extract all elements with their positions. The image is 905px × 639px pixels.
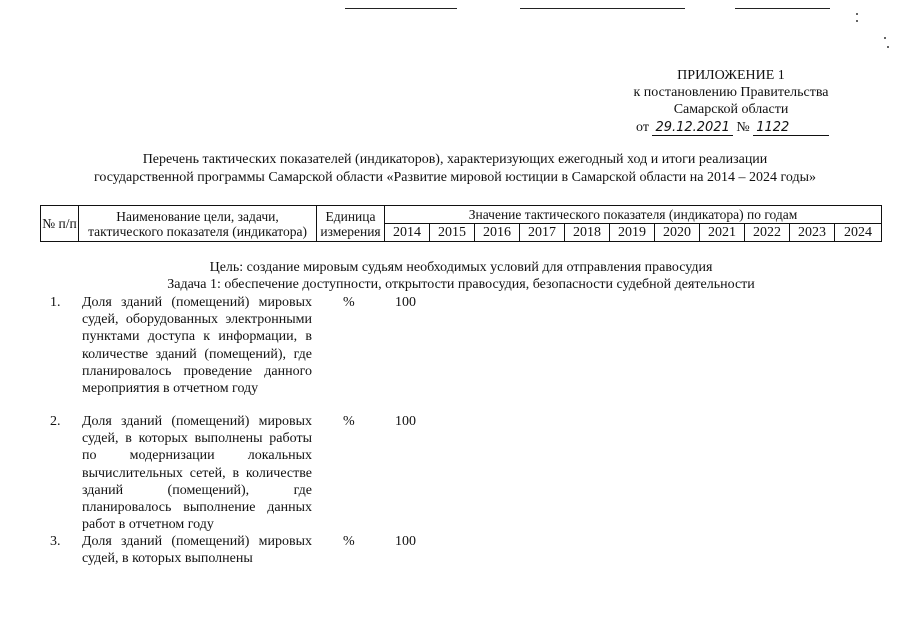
document-title <box>40 151 870 187</box>
header-year: 2019 <box>610 224 655 242</box>
scan-artifact-dot <box>856 13 858 15</box>
goal-heading: Цель: создание мировым судьям необходимых условий для отправления правосудия <box>209 260 713 275</box>
indicators-table-header <box>40 205 882 242</box>
row-unit: % <box>343 414 355 429</box>
appendix-block <box>600 67 862 136</box>
row-number: 1. <box>50 295 61 310</box>
task-heading: Задача 1: обеспечение доступности, открытости правосудия, безопасности судебной деятельности <box>167 277 755 292</box>
appendix-subtitle: к постановлению Правительства <box>633 85 829 100</box>
appendix-region: Самарской области <box>673 102 789 117</box>
scan-artifact-dot <box>887 46 889 48</box>
date-prefix: от <box>636 120 649 135</box>
header-year: 2018 <box>565 224 610 242</box>
scan-artifact-line <box>345 8 457 9</box>
row-value-2014: 100 <box>395 414 416 429</box>
appendix-date-line <box>600 119 862 136</box>
header-unit: Единица измерения <box>317 206 385 242</box>
document-title-line-1: Перечень тактических показателей (индикаторов), характеризующих ежегодный ход и итоги реализации <box>142 152 768 167</box>
row-unit: % <box>343 534 355 549</box>
appendix-title: ПРИЛОЖЕНИЕ 1 <box>677 68 785 83</box>
header-year: 2015 <box>430 224 475 242</box>
scan-artifact-line <box>520 8 685 9</box>
header-year: 2023 <box>790 224 835 242</box>
scan-artifact-dot <box>856 20 858 22</box>
header-year: 2022 <box>745 224 790 242</box>
row-name: Доля зданий (помещений) мировых судей, в которых выполнены работы по модернизации локальных вычислительных сетей, в количестве зданий (помещений), где планировалось выполнение данных работ в отчетном году <box>82 414 312 533</box>
header-year: 2014 <box>385 224 430 242</box>
scan-artifact-dot <box>884 37 886 39</box>
document-title-line-2: государственной программы Самарской области «Развитие мировой юстиции в Самарской области на 2014 – 2024 годы» <box>93 170 816 185</box>
row-number: 3. <box>50 534 61 549</box>
header-year: 2020 <box>655 224 700 242</box>
row-unit: % <box>343 295 355 310</box>
header-name: Наименование цели, задачи, тактического показателя (индикатора) <box>79 206 317 242</box>
scan-artifact-line <box>735 8 830 9</box>
header-year: 2021 <box>700 224 745 242</box>
header-no: № п/п <box>41 206 79 242</box>
row-name: Доля зданий (помещений) мировых судей, оборудованных электронными пунктами доступа к информации, в количестве зданий (помещений), где планировалось проведение данного мероприятия в отчетном году <box>82 295 312 397</box>
header-year: 2016 <box>475 224 520 242</box>
header-year: 2017 <box>520 224 565 242</box>
row-name: Доля зданий (помещений) мировых судей, в которых выполнены <box>82 534 312 567</box>
header-values-group: Значение тактического показателя (индикатора) по годам <box>385 206 882 224</box>
row-value-2014: 100 <box>395 534 416 549</box>
handwritten-number: 1122 <box>753 120 829 136</box>
header-year: 2024 <box>835 224 882 242</box>
handwritten-date: 29.12.2021 <box>652 120 732 136</box>
row-number: 2. <box>50 414 61 429</box>
number-prefix: № <box>736 120 750 135</box>
row-value-2014: 100 <box>395 295 416 310</box>
